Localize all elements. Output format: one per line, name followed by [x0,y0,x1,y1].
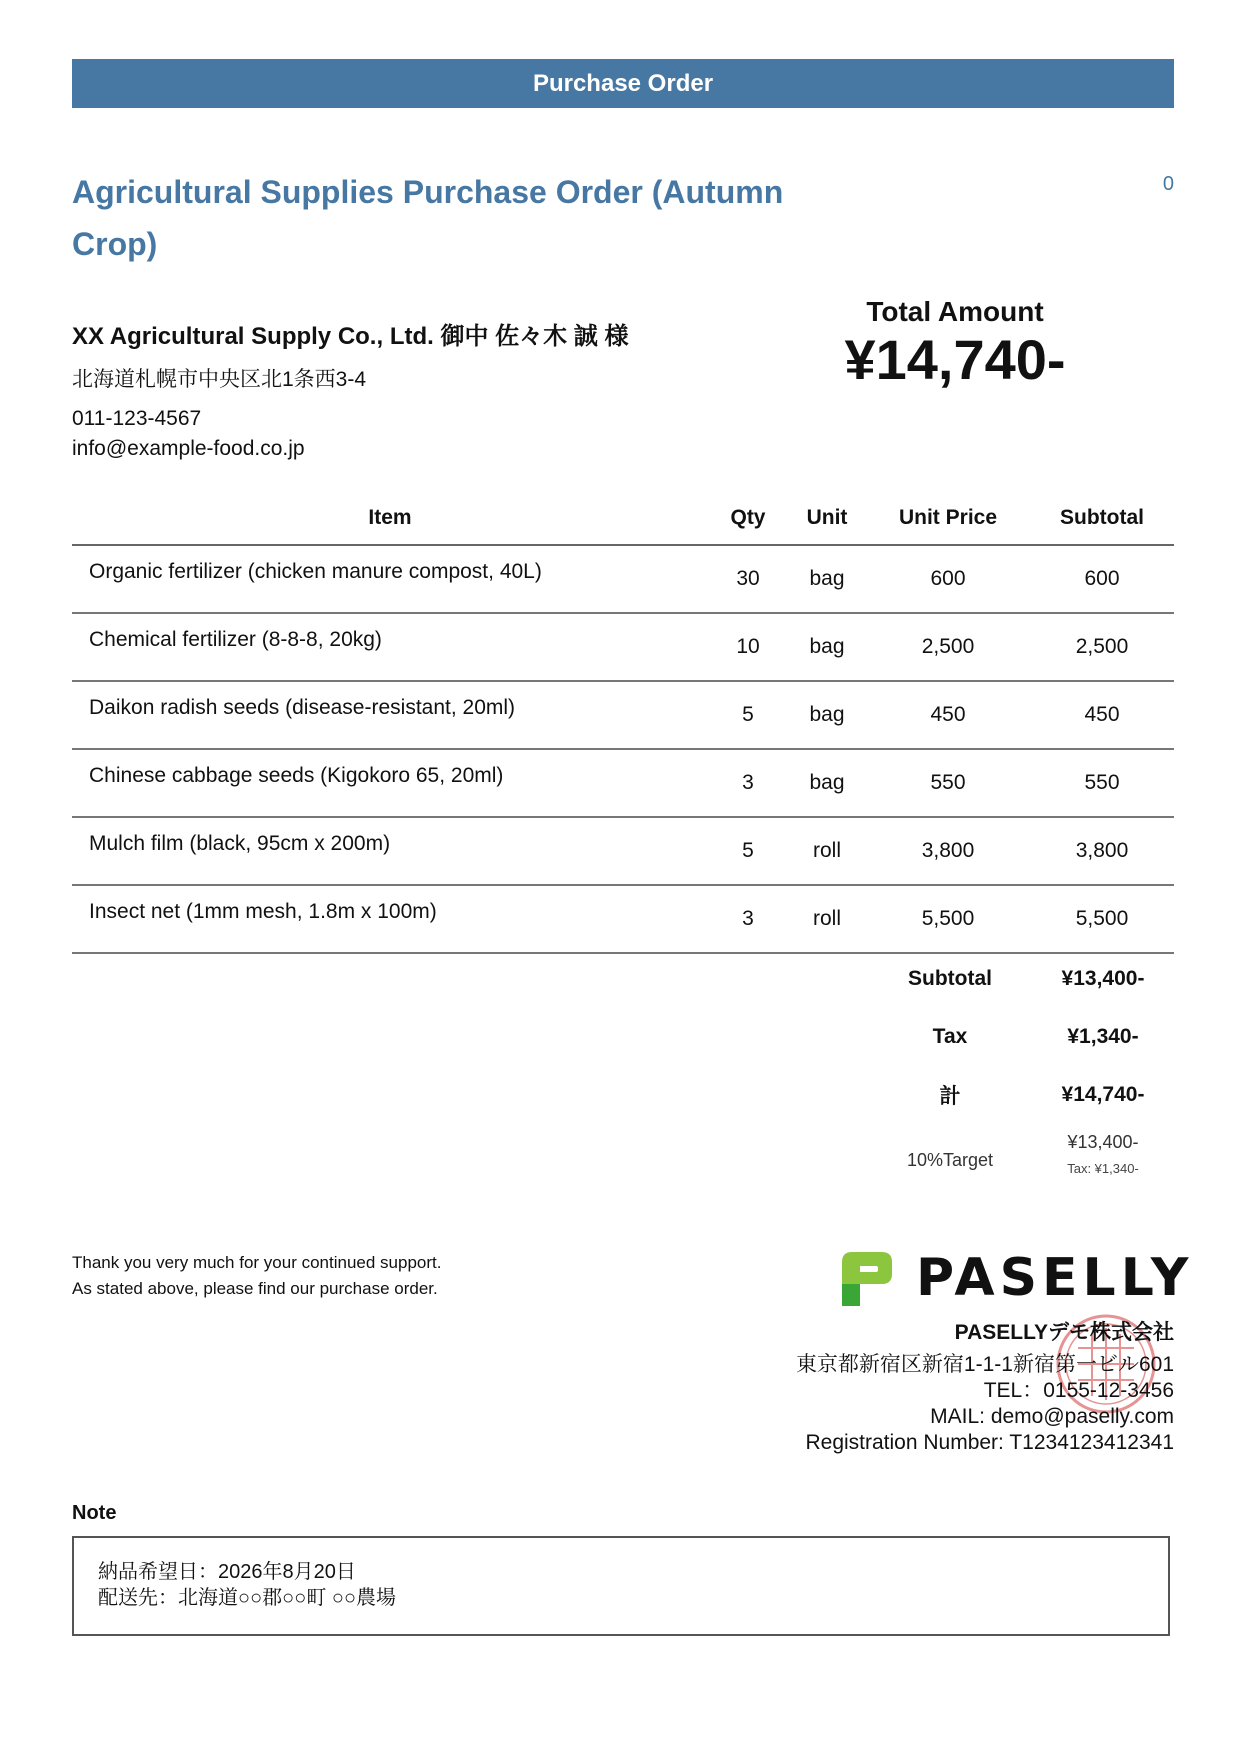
table-row [72,749,1174,817]
total-amount-label: Total Amount [866,296,1044,327]
row-subtotal: 3,800 [1030,817,1174,885]
row-unit: bag [788,613,866,681]
row-item: Mulch film (black, 95cm x 200m) [72,817,708,885]
issuer-tel: TEL：0155-12-3456 [983,1379,1174,1402]
summary-total-row [868,1066,1174,1124]
row-unit-price: 550 [866,749,1030,817]
summary-block [868,950,1174,1176]
logo-mark-icon [838,1248,896,1308]
summary-subtotal-value: ¥13,400- [1061,967,1145,990]
row-qty: 3 [708,749,788,817]
row-unit: bag [788,681,866,749]
tax-target-value: ¥13,400- [1067,1132,1139,1152]
table-row [72,613,1174,681]
table-row [72,817,1174,885]
note-box [72,1536,1170,1636]
issuer-block [796,1320,1174,1456]
total-amount-value: ¥14,740- [844,328,1066,391]
issuer-registration: Registration Number: T1234123412341 [805,1431,1174,1454]
page-number: 0 [1162,173,1174,195]
summary-total-value: ¥14,740- [1061,1083,1145,1106]
row-unit: bag [788,749,866,817]
table-row [72,681,1174,749]
row-unit: bag [788,545,866,613]
row-unit-price: 2,500 [866,613,1030,681]
page-title: Agricultural Supplies Purchase Order (Autumn Crop) [72,174,784,262]
recipient-email: info@example-food.co.jp [72,437,305,460]
table-row [72,545,1174,613]
summary-subtotal-label: Subtotal [908,967,992,990]
recipient-address: 北海道札幌市中央区北1条西3-4 [72,368,367,391]
row-item: Insect net (1mm mesh, 1.8m x 100m) [72,885,708,953]
note-line-2: 配送先：北海道○○郡○○町 ○○農場 [98,1587,397,1609]
summary-subtotal-row [868,950,1174,1008]
row-item: Chinese cabbage seeds (Kigokoro 65, 20ml) [72,749,708,817]
total-amount-block [800,296,1110,392]
tax-target-tax: Tax: ¥1,340- [1067,1161,1139,1176]
row-unit: roll [788,885,866,953]
items-table [72,492,1174,954]
summary-total-label: 計 [939,1085,961,1108]
row-item: Chemical fertilizer (8-8-8, 20kg) [72,613,708,681]
row-qty: 30 [708,545,788,613]
row-subtotal: 600 [1030,545,1174,613]
row-unit: roll [788,817,866,885]
header-qty: Qty [708,492,788,545]
recipient-name: XX Agricultural Supply Co., Ltd. 御中 佐々木 誠 様 [72,323,629,350]
header-unit: Unit [788,492,866,545]
header-subtotal: Subtotal [1030,492,1174,545]
summary-tax-row [868,1008,1174,1066]
row-qty: 5 [708,817,788,885]
items-table-header [72,492,1174,545]
summary-tax-value: ¥1,340- [1067,1025,1139,1048]
table-row [72,885,1174,953]
row-qty: 10 [708,613,788,681]
note-line-1: 納品希望日：2026年8月20日 [98,1561,356,1583]
row-qty: 3 [708,885,788,953]
row-subtotal: 450 [1030,681,1174,749]
document-banner: Purchase Order [72,59,1174,108]
row-unit-price: 3,800 [866,817,1030,885]
summary-tax-target-row [868,1132,1174,1176]
row-unit-price: 600 [866,545,1030,613]
logo-wordmark: PASELLY [916,1248,1194,1308]
header-item: Item [72,492,708,545]
row-unit-price: 5,500 [866,885,1030,953]
note-label: Note [72,1502,117,1524]
issuer-address: 東京都新宿区新宿1-1-1新宿第一ビル601 [795,1353,1174,1376]
company-logo [838,1248,1194,1308]
issuer-company: PASELLYデモ株式会社 [954,1321,1174,1344]
row-unit-price: 450 [866,681,1030,749]
row-subtotal: 5,500 [1030,885,1174,953]
row-qty: 5 [708,681,788,749]
row-subtotal: 2,500 [1030,613,1174,681]
recipient-block [72,316,792,464]
row-item: Organic fertilizer (chicken manure compost, 40L) [72,545,708,613]
thanks-message [72,1250,441,1302]
issuer-mail: MAIL: demo@paselly.com [930,1405,1174,1428]
header-unit-price: Unit Price [866,492,1030,545]
thanks-line-1: Thank you very much for your continued support. [72,1253,442,1272]
thanks-line-2: As stated above, please find our purchase order. [72,1279,438,1298]
tax-target-label: 10%Target [906,1150,994,1170]
row-subtotal: 550 [1030,749,1174,817]
summary-tax-label: Tax [932,1025,968,1048]
row-item: Daikon radish seeds (disease-resistant, 20ml) [72,681,708,749]
recipient-phone: 011-123-4567 [72,407,202,430]
